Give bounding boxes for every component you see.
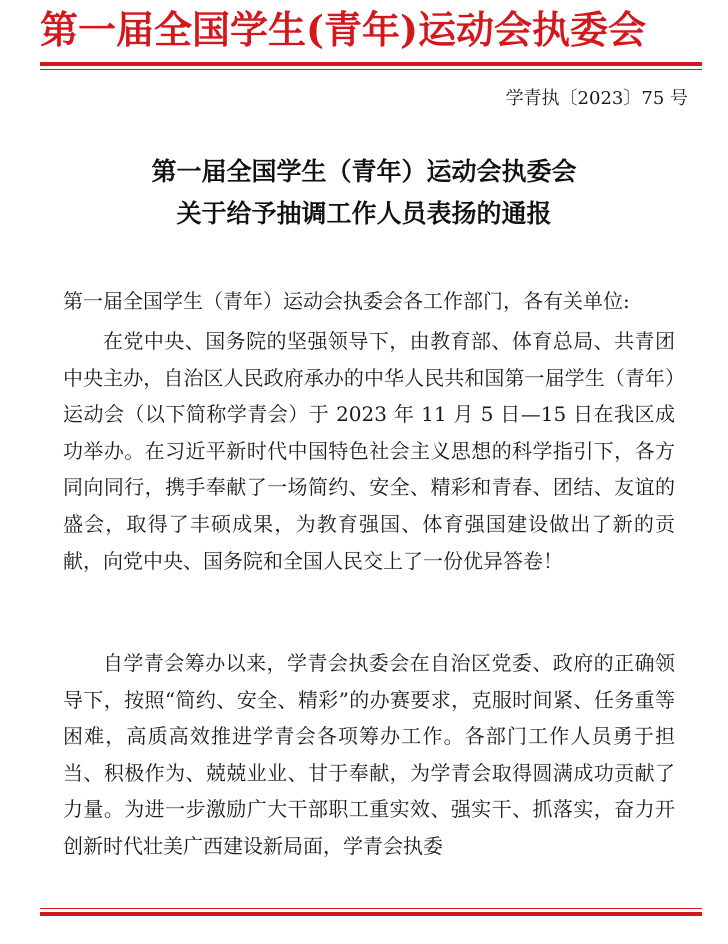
- body-paragraph: 在党中央、国务院的坚强领导下，由教育部、体育总局、共青团中央主办，自治区人民政府承办的中华人民共和国第一届学生（青年）运动会（以下简称学青会）于 2023 年 11 月 5 日—15 日在我区成功举办。在习近平新时代中国特色社会主义思想的科学指引下，各方同向同行，携手奉献了一场简约、安全、精彩和青春、团结、友谊的盛会，取得了丰硕成果，为教育强国、体育强国建设做出了新的贡献，向党中央、国务院和全国人民交上了一份优异答卷！: [63, 329, 675, 573]
- red-footer-rule-thick: [40, 912, 702, 916]
- red-header-title: 第一届全国学生(青年)运动会执委会: [40, 7, 646, 52]
- body-paragraph: 自学青会筹办以来，学青会执委会在自治区党委、政府的正确领导下，按照“简约、安全、精彩”的办赛要求，克服时间紧、任务重等困难，高质高效推进学青会各项筹办工作。各部门工作人员勇于担当、积极作为、兢兢业业、甘于奉献，为学青会取得圆满成功贡献了力量。为进一步激励广大干部职工重实效、强实干、抓落实，奋力开创新时代壮美广西建设新局面，学青会执委: [63, 651, 675, 858]
- document-number: 学青执〔2023〕75 号: [505, 88, 688, 109]
- document-title-line-2: 关于给予抽调工作人员表扬的通报: [176, 199, 552, 228]
- red-footer-rule-thin: [40, 908, 702, 909]
- salutation: 第一届全国学生（青年）运动会执委会各工作部门，各有关单位:: [63, 289, 630, 313]
- red-header-rule-thick: [40, 62, 702, 66]
- red-header-rule-thin: [40, 69, 702, 70]
- document-title-line-1: 第一届全国学生（青年）运动会执委会: [151, 157, 577, 186]
